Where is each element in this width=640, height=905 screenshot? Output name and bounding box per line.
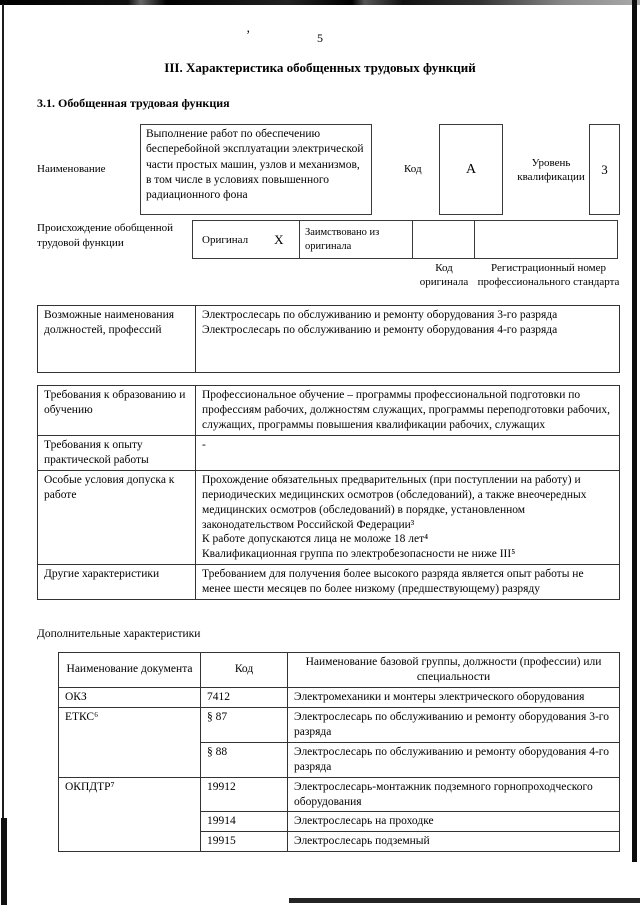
name-cell: Электрослесарь по обслуживанию и ремонту оборудования 3-го разряда <box>288 707 620 742</box>
origin-reg-caption: Регистрационный номер профессионального стандарта <box>477 262 620 289</box>
scan-speck: ’ <box>246 27 251 42</box>
origin-reg-cell <box>475 221 618 259</box>
job-titles-label: Возможные наименования должностей, профессий <box>44 309 175 336</box>
other-characteristics-value: Требованием для получения более высокого разряда является опыт работы не менее шести месяцев по более низкому (предшествующему) разряду <box>196 565 620 600</box>
doc-cell: ОКПДТР⁷ <box>59 777 201 852</box>
gtf-code-label: Код <box>404 163 422 175</box>
gtf-code-box: А <box>439 124 503 215</box>
education-value: Профессиональное обучение – программы профессиональной подготовки по профессиям рабочих, должностям служащих, программы переподготовки рабочих, служащих, программы повышения квалификации рабочих, служащих <box>196 386 620 436</box>
gtf-name-box: Выполнение работ по обеспечению бесперебойной эксплуатации электрической части простых машин, узлов и механизмов, в том числе в условиях повышенного радиационного фона <box>140 124 372 215</box>
origin-original-label: Оригинал <box>202 233 249 246</box>
requirements-table <box>37 385 620 600</box>
special-conditions-label: Особые условия допуска к работе <box>38 470 196 565</box>
job-title-item: Электрослесарь по обслуживанию и ремонту оборудования 3-го разряда <box>202 309 558 321</box>
additional-header-name: Наименование базовой группы, должности (профессии) или специальности <box>288 653 620 688</box>
name-cell: Электрослесарь подземный <box>288 832 620 852</box>
additional-section-title: Дополнительные характеристики <box>37 628 201 640</box>
subsection-title: 3.1. Обобщенная трудовая функция <box>37 96 230 110</box>
origin-code-caption: Код оригинала <box>419 262 469 289</box>
origin-label: Происхождение обобщенной трудовой функции <box>37 222 174 249</box>
code-cell: 19915 <box>201 832 288 852</box>
scan-edge-left-bottom <box>1 818 7 905</box>
table-row <box>59 687 620 707</box>
table-row <box>59 777 620 812</box>
doc-cell: ОКЗ <box>59 687 201 707</box>
name-cell: Электрослесарь на проходке <box>288 812 620 832</box>
additional-header-code: Код <box>201 653 288 688</box>
doc-cell: ЕТКС⁶ <box>59 707 201 777</box>
scan-edge-top <box>0 0 640 5</box>
origin-original-mark: X <box>274 231 284 247</box>
gtf-name-label: Наименование <box>37 163 106 175</box>
additional-table <box>58 652 620 852</box>
name-cell: Электрослесарь по обслуживанию и ремонту оборудования 4-го разряда <box>288 742 620 777</box>
special-conditions-line: Квалификационная группа по электробезопасности не ниже III⁵ <box>202 548 516 561</box>
name-cell: Электромеханики и монтеры электрического оборудования <box>288 687 620 707</box>
other-characteristics-label: Другие характеристики <box>38 565 196 600</box>
education-row <box>38 386 620 436</box>
job-titles-table <box>37 305 620 373</box>
experience-label: Требования к опыту практической работы <box>38 435 196 470</box>
code-cell: § 88 <box>201 742 288 777</box>
origin-code-cell <box>413 221 475 259</box>
special-conditions-line: Прохождение обязательных предварительных (при поступлении на работу) и периодических медицинских осмотров (обследований), а также внеочередных медицинских осмотров (обследований) в порядке, установленном законодательством Российской Федерации³ <box>202 473 587 531</box>
special-conditions-line: К работе допускаются лица не моложе 18 лет⁴ <box>202 533 429 546</box>
scan-edge-right <box>632 0 637 862</box>
special-conditions-value <box>196 470 620 565</box>
additional-header-document: Наименование документа <box>59 653 201 688</box>
job-titles-value-cell <box>196 306 620 373</box>
code-cell: § 87 <box>201 707 288 742</box>
table-row <box>59 707 620 742</box>
gtf-level-label: Уровень квалификации <box>517 157 585 184</box>
name-cell: Электрослесарь-монтажник подземного горнопроходческого оборудования <box>288 777 620 812</box>
code-cell: 19914 <box>201 812 288 832</box>
code-cell: 7412 <box>201 687 288 707</box>
additional-header-row <box>59 653 620 688</box>
origin-table <box>192 220 618 259</box>
scan-edge-bottom <box>289 898 640 903</box>
education-label: Требования к образованию и обучению <box>38 386 196 436</box>
job-title-item: Электрослесарь по обслуживанию и ремонту оборудования 4-го разряда <box>202 323 558 336</box>
special-conditions-row <box>38 470 620 565</box>
scan-edge-left <box>2 4 4 820</box>
experience-value: - <box>196 435 620 470</box>
gtf-level-box: 3 <box>589 124 620 215</box>
other-characteristics-row <box>38 565 620 600</box>
origin-borrowed-cell: Заимствовано из оригинала <box>300 221 413 259</box>
origin-original-cell <box>193 221 300 259</box>
page-number: 5 <box>317 31 323 45</box>
code-cell: 19912 <box>201 777 288 812</box>
experience-row <box>38 435 620 470</box>
section-title: III. Характеристика обобщенных трудовых функций <box>164 60 476 75</box>
job-titles-label-cell <box>38 306 196 373</box>
